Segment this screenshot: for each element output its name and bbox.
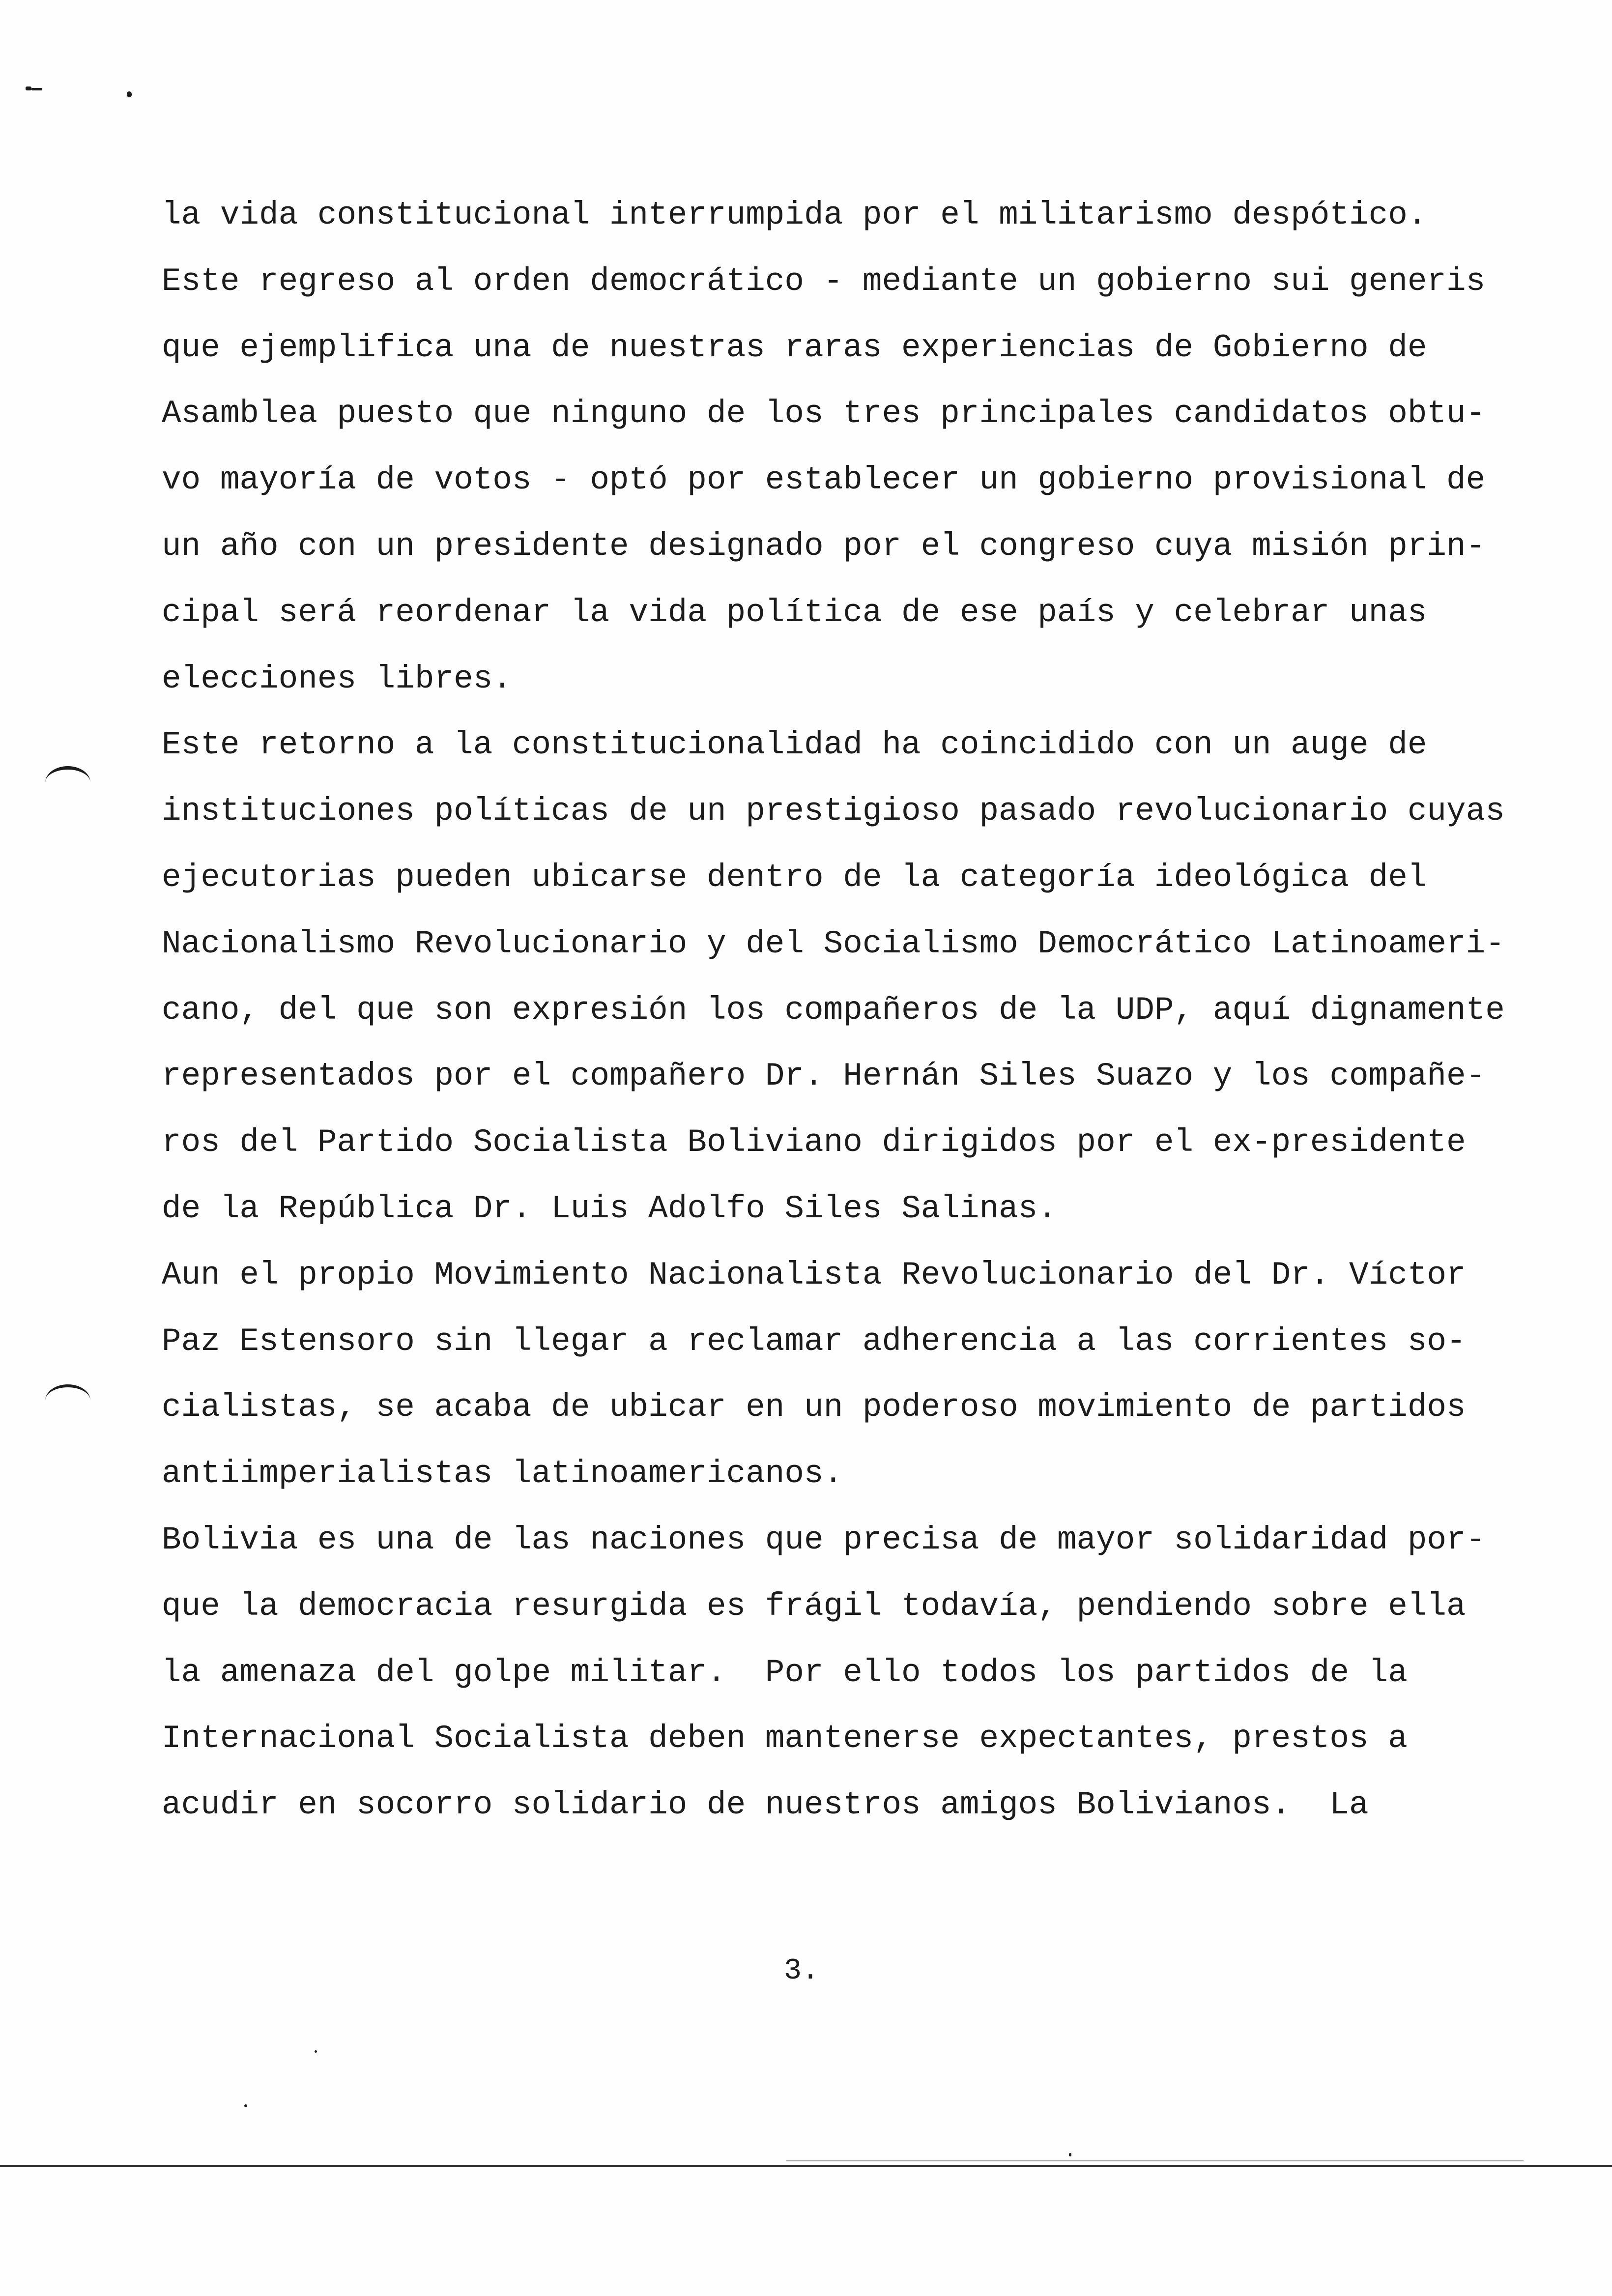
body-text-line: representados por el compañero Dr. Hernán Siles Suazo y los compañe- (162, 1058, 1486, 1094)
body-text-line: Asamblea puesto que ninguno de los tres principales candidatos obtu- (162, 395, 1486, 432)
body-text-line: la amenaza del golpe militar. Por ello todos los partidos de la (162, 1654, 1408, 1691)
body-text-line: Este regreso al orden democrático - mediante un gobierno sui generis (162, 263, 1486, 300)
body-text-line: que ejemplifica una de nuestras raras experiencias de Gobierno de (162, 329, 1427, 366)
margin-arc-mark (45, 1384, 90, 1417)
body-text-line: la vida constitucional interrumpida por el militarismo despótico. (162, 197, 1427, 233)
body-text-line: ejecutorias pueden ubicarse dentro de la categoría ideológica del (162, 859, 1427, 896)
body-text-line: un año con un presidente designado por el congreso cuya misión prin- (162, 528, 1486, 565)
scan-mark (26, 86, 31, 90)
scan-mark (315, 2050, 317, 2053)
page-bottom-rule (0, 2165, 1612, 2167)
body-text-line: de la República Dr. Luis Adolfo Siles Salinas. (162, 1190, 1057, 1227)
body-text-line: Paz Estensoro sin llegar a reclamar adherencia a las corrientes so- (162, 1323, 1466, 1360)
body-text-line: cipal será reordenar la vida política de ese país y celebrar unas (162, 594, 1427, 631)
body-text-line: instituciones políticas de un prestigioso pasado revolucionario cuyas (162, 793, 1505, 830)
body-text-line: cano, del que son expresión los compañeros de la UDP, aquí dignamente (162, 992, 1505, 1029)
scan-mark (1069, 2153, 1071, 2156)
body-text-line: Bolivia es una de las naciones que precisa de mayor solidaridad por- (162, 1521, 1486, 1558)
body-text-line: ros del Partido Socialista Boliviano dirigidos por el ex-presidente (162, 1124, 1466, 1161)
body-text-line: que la democracia resurgida es frágil todavía, pendiendo sobre ella (162, 1588, 1466, 1625)
body-text-line: Internacional Socialista deben mantenerse expectantes, prestos a (162, 1720, 1408, 1757)
page-number: 3. (784, 1954, 820, 1988)
margin-arc-mark (45, 766, 90, 799)
body-text-line: Aun el propio Movimiento Nacionalista Revolucionario del Dr. Víctor (162, 1257, 1466, 1293)
body-text-line: vo mayoría de votos - optó por establecer un gobierno provisional de (162, 461, 1486, 498)
scan-mark (31, 88, 42, 90)
body-text-line: Este retorno a la constitucionalidad ha coincidido con un auge de (162, 726, 1427, 763)
body-text-line: elecciones libres. (162, 660, 512, 697)
body-text-line: Nacionalismo Revolucionario y del Socialismo Democrático Latinoameri- (162, 925, 1505, 962)
body-text-line: antiimperialistas latinoamericanos. (162, 1455, 843, 1492)
body-text-line: cialistas, se acaba de ubicar en un poderoso movimiento de partidos (162, 1389, 1466, 1426)
scan-edge-line (786, 2160, 1524, 2161)
scan-mark (244, 2104, 247, 2107)
body-text-line: acudir en socorro solidario de nuestros amigos Bolivianos. La (162, 1786, 1369, 1823)
scan-mark (127, 91, 132, 97)
